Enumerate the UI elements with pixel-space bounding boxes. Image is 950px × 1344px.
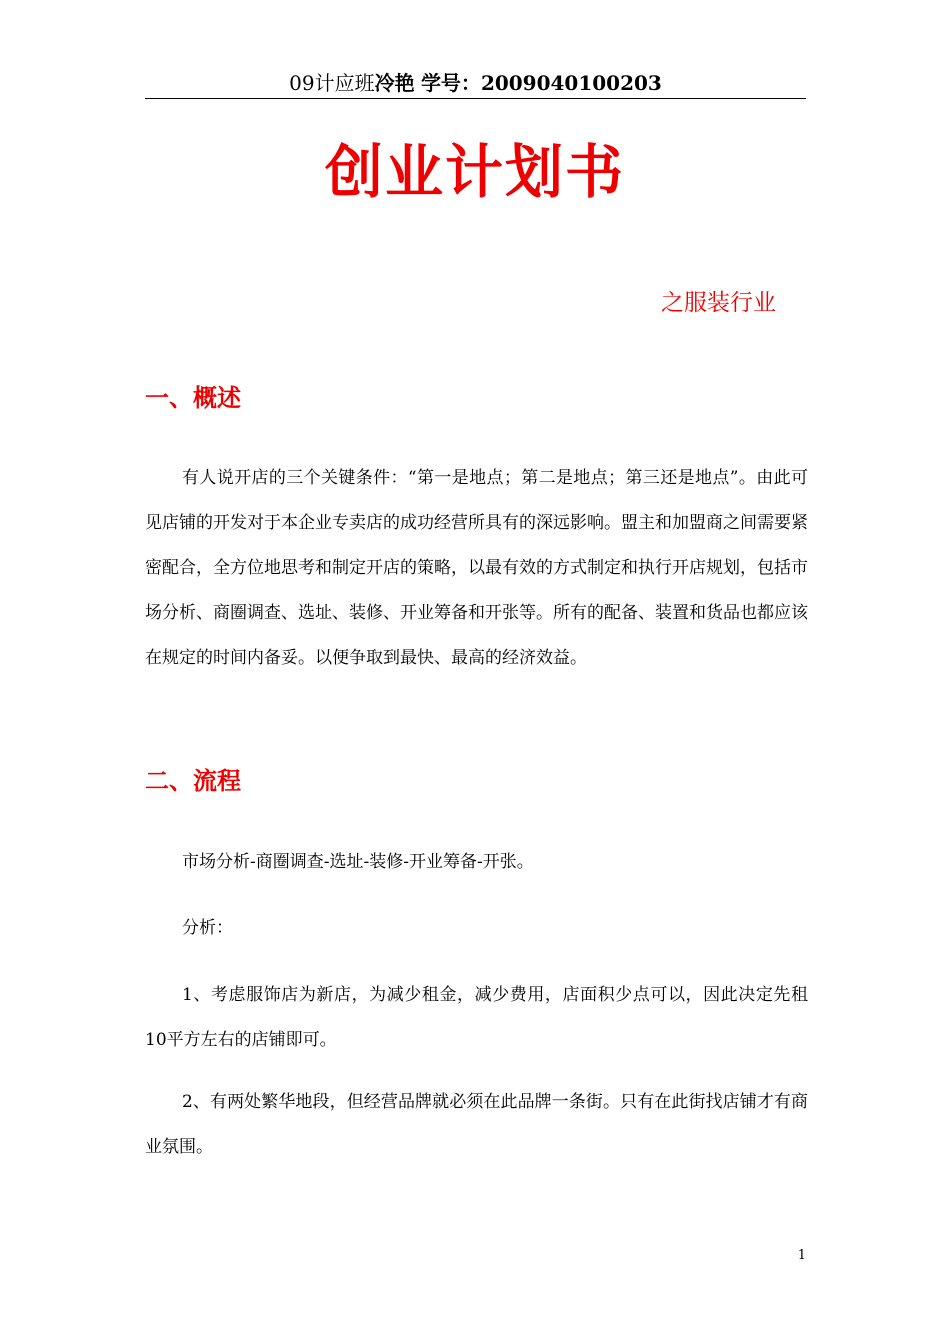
section-heading-process: 二、流程 (145, 767, 241, 795)
analysis-point-2: 2、有两处繁华地段，但经营品牌就必须在此品牌一条街。只有在此街找店铺才有商业氛围。 (145, 1092, 808, 1157)
page-number: 1 (797, 1248, 806, 1263)
document-subtitle: 之服装行业 (661, 290, 776, 316)
header-student-name: 冷艳 (374, 71, 415, 95)
analysis-label: 分析： (182, 918, 233, 938)
header-id-label: 学号： (420, 71, 481, 95)
header-class-name: 09计应班 (289, 71, 375, 95)
document-title: 创业计划书 (324, 138, 625, 206)
overview-paragraph: 有人说开店的三个关键条件：“第一是地点；第二是地点；第三还是地点”。由此可见店铺的开发对于本企业专卖店的成功经营所具有的深远影响。盟主和加盟商之间需要紧密配合，全方位地思考和制定开店的策略，以最有效的方式制定和执行开店规划，包括市场分析、商圈调查、选址、装修、开业筹备和开张等。所有的配备、装置和货品也都应该在规定的时间内备妥。以便争取到最快、最高的经济效益。 (145, 468, 808, 668)
analysis-point-1: 1、考虑服饰店为新店，为减少租金，减少费用，店面积少点可以，因此决定先租10平方左右的店铺即可。 (145, 985, 808, 1050)
process-steps-paragraph: 市场分析-商圈调查-选址-装修-开业筹备-开张。 (182, 852, 534, 872)
page-header (145, 68, 806, 99)
header-id-number: 2009040100203 (480, 71, 662, 95)
section-heading-overview: 一、概述 (145, 384, 241, 412)
